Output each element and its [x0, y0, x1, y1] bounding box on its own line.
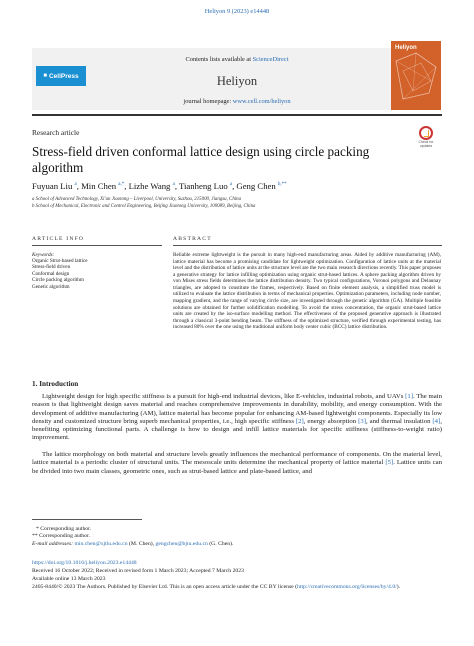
license-text: ).: [396, 584, 401, 590]
check-updates-icon: [419, 126, 433, 140]
intro-heading: 1. Introduction: [32, 380, 79, 388]
intro-text: , benefiting optimizing functional parts. A challenge is how to design and infill lattice materials for specific stiffness (stiffness-to-weight ratio) improvement.: [32, 417, 442, 442]
license-text: 2405-8440/© 2023 The Authors. Published by Elsevier Ltd. This is an open access article under the CC BY license (: [32, 584, 298, 590]
intro-text: . The main reason is that lightweight design saves material and reaches comprehensive improvements in durability, mobility, and energy consumption. With the development of additive manufacturing (AM), lattice material has become popular for enhancing AM-based lightweight components. Especially its low density and customized structure bring superb mechanical properties, i.e., high specific stiffness: [32, 393, 443, 425]
footnote-corresponding-2: ** Corresponding author.: [32, 533, 90, 540]
author-name: Tianheng Luo: [179, 181, 228, 191]
intro-text: . Lattice units can be divided into two main classes, geometric ones, such as strut-based lattice and plate-based lattice, and: [32, 459, 443, 475]
author-affil-link[interactable]: a,*: [118, 182, 125, 188]
abstract-heading: ABSTRACT: [173, 236, 212, 242]
logo-text: CellPress: [48, 72, 79, 80]
keyword: Genetic algorithm: [32, 283, 70, 290]
article-info-rule: [32, 245, 162, 246]
author-name: Lizhe Wang: [128, 181, 171, 191]
footnote-rule: [32, 519, 142, 520]
footnotes: [32, 526, 442, 548]
author-name: Fuyuan Liu: [32, 181, 73, 191]
reference-link[interactable]: [4]: [432, 417, 441, 425]
keyword: Stress-field driven: [32, 264, 71, 271]
intro-text: , energy absorption: [303, 417, 359, 425]
license-statement: [32, 584, 442, 591]
intro-paragraph-2: [32, 451, 442, 476]
sciencedirect-link[interactable]: ScienceDirect: [252, 56, 289, 63]
footnote-corresponding-1: * Corresponding author.: [36, 526, 92, 532]
email-link[interactable]: gengchen@bjtu.edu.cn: [155, 540, 208, 547]
doi-link[interactable]: https://doi.org/10.1016/j.heliyon.2023.e14448: [32, 560, 137, 566]
reference-link[interactable]: [2]: [295, 417, 304, 425]
article-type: Research article: [32, 128, 80, 137]
contents-prefix: Contents lists available at: [185, 56, 253, 63]
reference-link[interactable]: [5]: [385, 459, 394, 467]
abstract-rule: [173, 245, 442, 246]
author-affil-link[interactable]: a: [229, 182, 233, 188]
keywords-label: Keywords:: [32, 252, 55, 258]
author-name: Geng Chen: [236, 181, 276, 191]
affiliation-a: a School of Advanced Technology, Xi'an Jiaotong – Liverpool, University, Suzhou, 215000, Jiangsu, China: [32, 197, 242, 202]
cellpress-logo: [36, 66, 86, 86]
author-name: Min Chen: [81, 181, 117, 191]
homepage-prefix: journal homepage:: [183, 98, 233, 105]
check-for-updates-button[interactable]: [414, 126, 438, 150]
author-affil-link[interactable]: a: [172, 182, 175, 188]
article-info-heading: ARTICLE INFO: [32, 236, 85, 242]
intro-text: The lattice morphology on both material and structure levels greatly influences the mechanical performance of components. On the material level, lattice material is a periodic cluster of structural units. The mesoscale units determine the mechanical property of lattice material: [32, 451, 442, 467]
reference-link[interactable]: [1]: [405, 393, 413, 400]
cover-pattern: [391, 41, 441, 110]
cover-title: Heliyon: [395, 45, 417, 51]
email-link[interactable]: min.chen@xjtlu.edu.cn: [74, 540, 128, 547]
reference-link[interactable]: [3]: [358, 417, 366, 425]
keywords-list: [32, 258, 88, 290]
footnote-emails: [32, 541, 442, 548]
cellpress-icon: ■: [43, 73, 47, 79]
contents-line: [92, 56, 382, 63]
email-name: (M. Chen),: [127, 540, 156, 547]
check-updates-label: Check for updates: [418, 140, 434, 148]
email-name: (G. Chen).: [207, 540, 234, 547]
affiliation-b: b School of Mechanical, Electronic and Control Engineering, Beijing Jiaotong University, 100089, Beijing, China: [32, 204, 256, 209]
homepage-link[interactable]: www.cell.com/heliyon: [232, 98, 291, 105]
homepage-line: [92, 98, 382, 105]
email-label: E-mail addresses:: [32, 540, 75, 547]
keyword: Organic Strut-based lattice: [32, 258, 88, 264]
journal-name: Heliyon: [216, 74, 258, 88]
journal-cover-image: [391, 41, 441, 110]
intro-paragraph-1: [32, 393, 442, 443]
article-title: Stress-field driven conformal lattice design using circle packing algorithm: [32, 144, 370, 175]
author-list: Fuyuan Liu $^a$, Min Chen $^{a,*}$, Lizhe Wang $^a$, Tianheng Luo $^a$, Geng Chen $^{b,**}$: [32, 181, 287, 191]
top-citation[interactable]: Heliyon 9 (2023) e14448: [204, 8, 270, 15]
license-link[interactable]: http://creativecommons.org/licenses/by/4.0/: [297, 584, 397, 590]
abstract-text: Reliable extreme lightweight is the pursuit in many high-end manufacturing areas. Aided by additive manufacturing (AM), lattice material has become a promising candidate for lightweight optimization. Configuration of lattice units at the material level and the distribution of lattice units at the structure level are the two main research directions recently. This paper proposes a generative strategy for lattice infilling optimization using organic strut-based lattices. A sphere packing algorithm driven by von Mises stress fields determines the lattice distribution density. Two typical configurations, Voronoi polygons and Delaunay triangles, are adopted to constitute the frames, respectively. Based on finite element analysis, a simplified truss model is utilized to evaluate the lattice distribution in terms of mechanical properties. Optimization parameters, including node number, mapping gradient, and the range of varying circle size, are investigated through the genetic algorithm (GA). Multiple feasible solutions are obtained for further solidification modelling. To avoid the stress concentration, the organic strut-based lattice units are created by the iso-surface modelling method. The effectiveness of the proposed generative approach is illustrated through a classical 3-point bending beam. The stiffness of the optimized structure, verified through experimental testing, has increased 80% over the one using the traditional uniform body center cubic (BCC) lattice distribution.: [173, 252, 441, 331]
received-dates: Received 16 October 2022; Received in revised form 1 March 2023; Accepted 7 March 2023: [32, 568, 244, 574]
author-affil-link[interactable]: a: [74, 182, 77, 188]
header-rule: [32, 114, 442, 116]
author-affil-link[interactable]: b,**: [277, 182, 287, 188]
intro-text: , and thermal insulation: [365, 417, 433, 425]
intro-text: Lightweight design for high specific stiffness is a pursuit for high-end industrial devices, like E-vehicles, industrial robots, and UAVs: [42, 393, 406, 400]
keyword: Circle packing algorithm: [32, 277, 84, 284]
keyword: Conformal design: [32, 270, 70, 277]
available-online: Available online 13 March 2023: [32, 576, 106, 582]
